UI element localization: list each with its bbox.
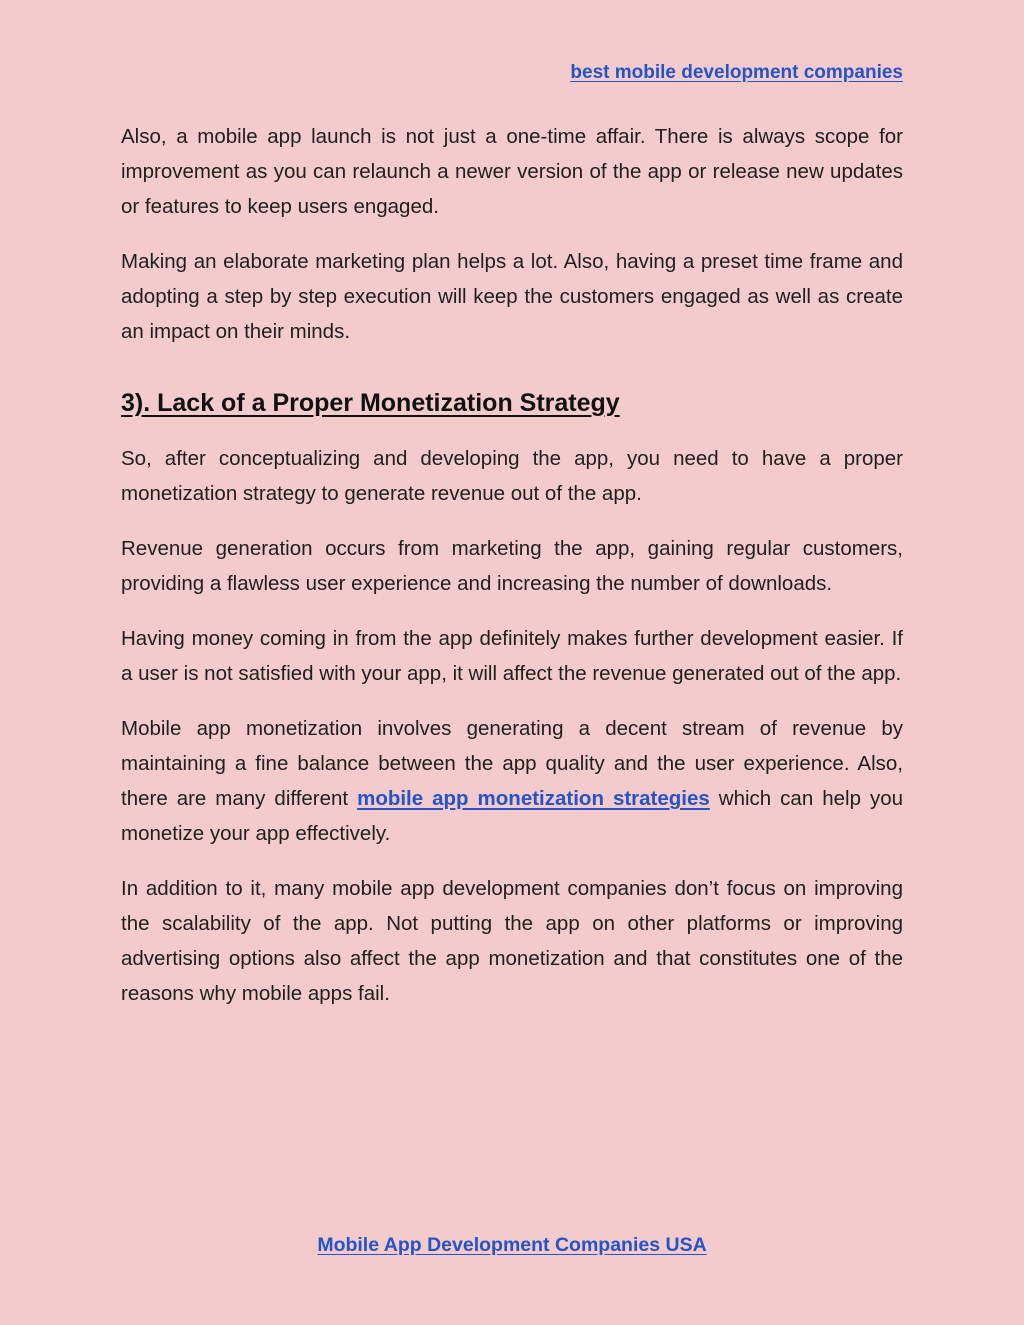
- paragraph-monetization-strategy: So, after conceptualizing and developing the app, you need to have a proper monetization strategy to generate revenue out of the app.: [121, 447, 903, 505]
- paragraph-monetization-balance: [121, 711, 903, 851]
- paragraph-revenue-generation: Revenue generation occurs from marketing the app, gaining regular customers, providing a flawless user experience and increasing the number of downloads.: [121, 537, 903, 595]
- section-heading-monetization: 3). Lack of a Proper Monetization Strategy: [121, 389, 620, 417]
- paragraph-text-end: which can help you monetize your app effectively.: [121, 787, 903, 845]
- paragraph-money-coming-in: Having money coming in from the app definitely makes further development easier. If a user is not satisfied with your app, it will affect the revenue generated out of the app.: [121, 627, 903, 685]
- paragraph-text-start: Mobile app monetization involves generating a decent stream of revenue by maintaining a fine balance between the app quality and the user experience. Also, there are many different: [121, 717, 903, 810]
- paragraph-marketing-plan: Making an elaborate marketing plan helps a lot. Also, having a preset time frame and adopting a step by step execution will keep the customers engaged as well as create an impact on their minds.: [121, 250, 903, 343]
- footer: [0, 1234, 1024, 1257]
- article-body: [121, 119, 903, 1031]
- paragraph-app-launch: Also, a mobile app launch is not just a one-time affair. There is always scope for improvement as you can relaunch a newer version of the app or release new updates or features to keep users engaged.: [121, 125, 903, 218]
- link-mobile-app-monetization-strategies[interactable]: mobile app monetization strategies: [357, 787, 710, 810]
- footer-link-mobile-app-development-companies-usa[interactable]: Mobile App Development Companies USA: [317, 1234, 707, 1256]
- header-link-best-mobile-development-companies[interactable]: best mobile development companies: [570, 62, 903, 83]
- paragraph-scalability: In addition to it, many mobile app development companies don’t focus on improving the scalability of the app. Not putting the app on other platforms or improving advertising options also affect the app monetization and that constitutes one of the reasons why mobile apps fail.: [121, 877, 903, 1005]
